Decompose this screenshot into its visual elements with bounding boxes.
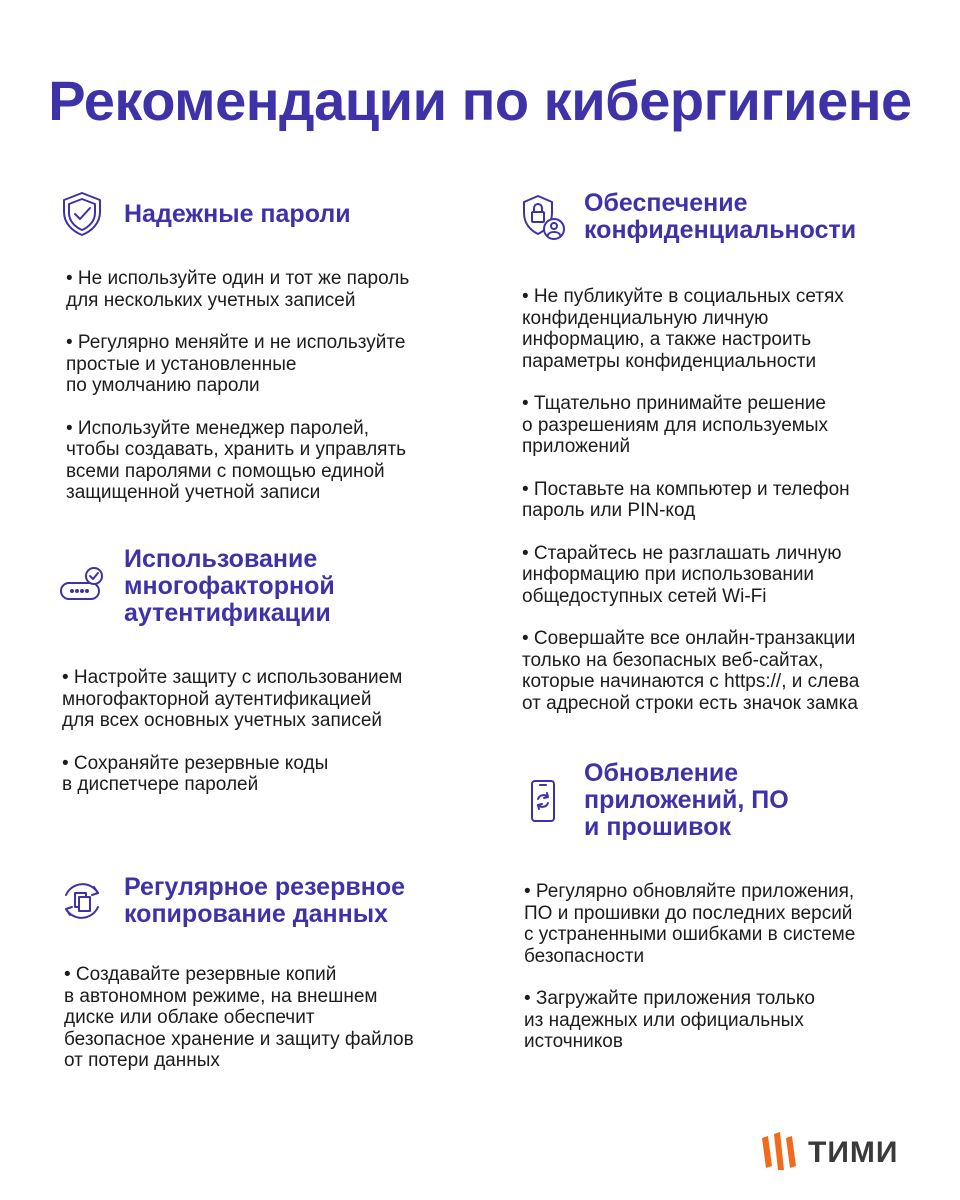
section-passwords (58, 190, 478, 525)
section-title: Надежные пароли (124, 199, 351, 228)
list-item: • Используйте менеджер паролей, чтобы создавать, хранить и управлять всеми паролями с помощью единой защищенной учетной записи (66, 417, 407, 503)
password-field-check-icon (58, 563, 106, 611)
list-item: • Загружайте приложения только из надежных или официальных источников (524, 988, 815, 1052)
page-title: Рекомендации по кибергигиене (48, 69, 912, 132)
list-item: • Сохраняйте резервные коды в диспетчере паролей (62, 752, 329, 795)
phone-update-icon (518, 777, 566, 825)
list-item: • Совершайте все онлайн-транзакции только на безопасных веб-сайтах, которые начинаются с https://, и слева от адресной строки есть значок замка (522, 628, 860, 714)
list-item: • Старайтесь не разглашать личную информацию при использовании общедоступных сетей Wi-Fi (522, 542, 842, 607)
list-item: • Не публикуйте в социальных сетях конфиденциальную личную информацию, а также настроить параметры конфиденциальности (522, 286, 844, 372)
section-mfa (58, 546, 478, 817)
section-title: Регулярное резервное копирование данных (124, 873, 405, 928)
shield-check-icon (58, 190, 106, 238)
shield-lock-user-icon (518, 193, 566, 241)
section-title: Обеспечение конфиденциальности (584, 189, 857, 244)
list-item: • Тщательно принимайте решение о разрешениям для используемых приложений (522, 393, 829, 457)
timi-logo-icon (760, 1130, 808, 1177)
list-item: • Регулярно меняйте и не используйте простые и установленные по умолчанию пароли (66, 332, 406, 396)
list-item: • Не используйте один и тот же пароль для нескольких учетных записей (66, 268, 410, 311)
logo-text: ТИМИ (808, 1136, 899, 1169)
section-title: Использование многофакторной аутентификации (124, 545, 335, 627)
list-item: • Создавайте резервные копий в автономном режиме, на внешнем диске или облаке обеспечит безопасное хранение и защиту файлов от потери данных (64, 964, 414, 1071)
section-title: Обновление приложений, ПО и прошивок (584, 759, 789, 841)
backup-documents-icon (58, 877, 106, 925)
brand-logo (760, 1132, 898, 1174)
list-item: • Регулярно обновляйте приложения, ПО и прошивки до последних версий с устраненными ошибками в системе безопасности (524, 881, 856, 967)
section-backup (58, 874, 478, 1093)
list-item: • Настройте защиту с использованием многофакторной аутентификацией для всех основных учетных записей (62, 667, 403, 731)
section-updates (518, 760, 938, 1074)
list-item: • Поставьте на компьютер и телефон пароль или PIN-код (522, 478, 850, 521)
section-privacy (518, 190, 938, 735)
